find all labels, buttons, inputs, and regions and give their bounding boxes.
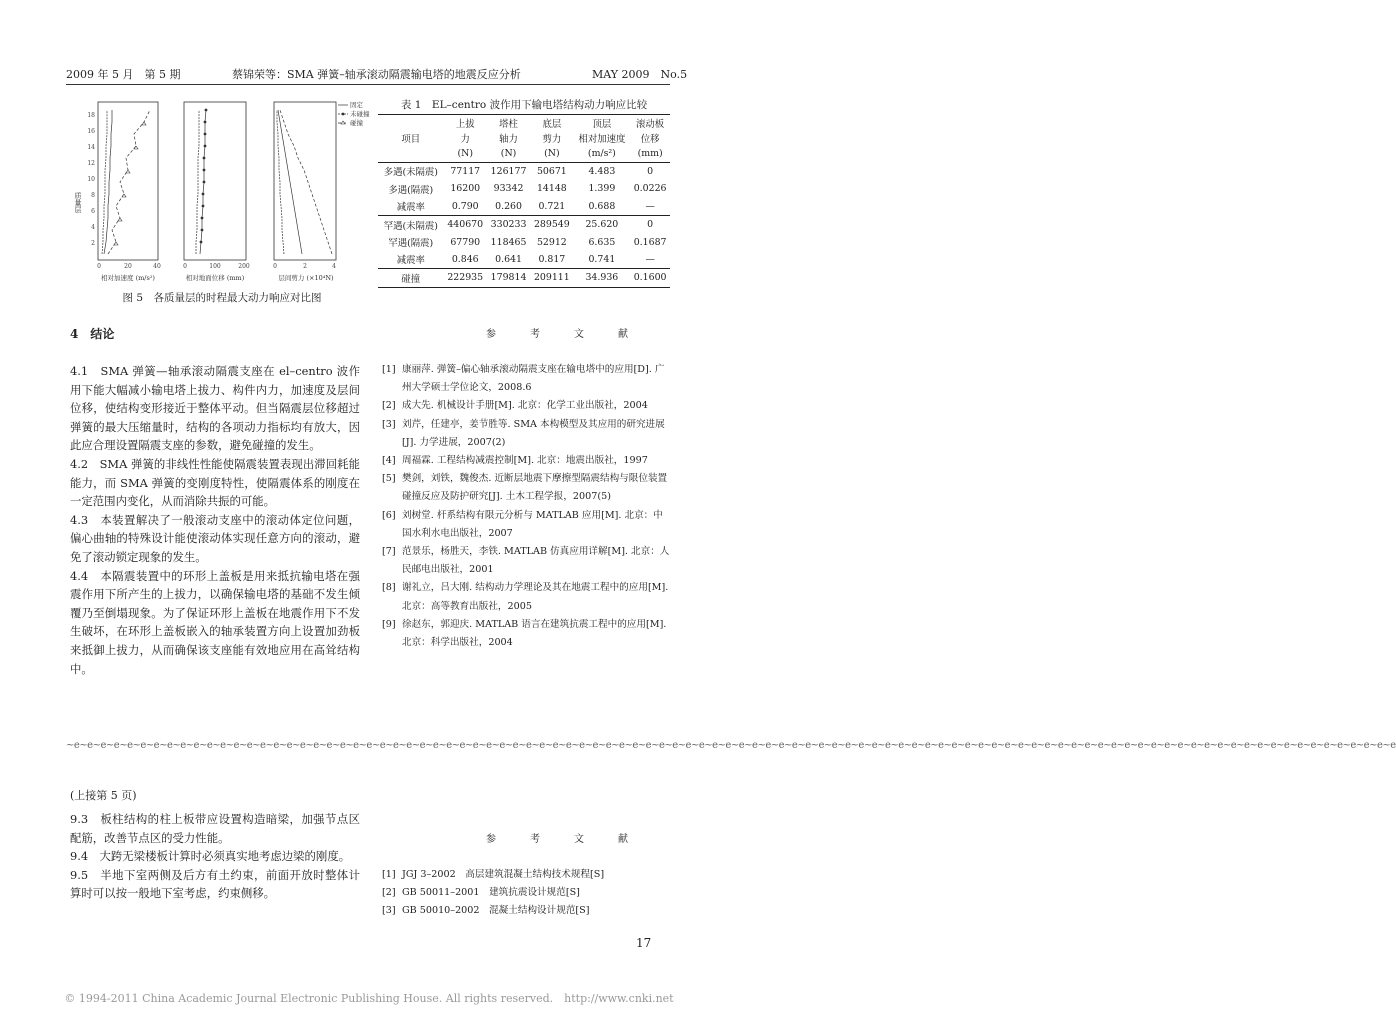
references-heading: 参 考 文 献 [486,834,640,845]
running-header-right: MAY 2009 No.5 [592,68,688,81]
table-cell: 0.1687 [633,236,667,248]
table-row [378,198,670,216]
reference-item: [5] 樊剑，刘铁，魏俊杰. 近断层地震下摩擦型隔震结构与限位装置碰撞反应及防护研究[J]. 土木工程学报，2007(5) [382,473,668,503]
reference-item: [3] 刘芹，任建亭，姜节胜等. SMA 本构模型及其应用的研究进展[J]. 力学进展，2007(2) [382,418,665,448]
page-number: 17 [636,936,652,950]
table-header: 力 [460,134,470,146]
paragraph: 4.2 SMA 弹簧的非线性性能使隔震装置表现出滞回耗能能力，而 SMA 弹簧的变刚度特性，使隔震体系的刚度在一定范围内变化，从而消除共振的可能。 [70,456,360,509]
reference-item: [2] 成大先. 机械设计手册[M]. 北京：化学工业出版社，2004 [382,400,648,412]
references-list [382,866,672,921]
table-header: 滚动板 [630,115,670,131]
figure-legend [338,100,370,127]
references-heading: 参 考 文 献 [486,329,640,340]
table-header: (N) [500,148,517,160]
reference-item: [1] 康丽萍. 弹簧–偏心轴承滚动隔震支座在输电塔中的应用[D]. 广州大学硕士学位论文，2008.6 [382,364,665,394]
section-heading: 4 结论 [70,327,115,341]
table-cell: 0.741 [588,253,616,265]
figure-caption: 图 5 各质量层的时程最大动力响应对比图 [122,292,322,304]
table-cell: 118465 [490,236,527,248]
continuation-body [70,810,360,903]
table-cell: 4.483 [574,162,631,180]
table-header: 位移 [640,134,660,146]
table-cell: 0.260 [495,200,522,212]
table-row [378,162,670,180]
table-cell: 93342 [493,183,524,195]
table-cell: 0.846 [451,253,479,265]
paragraph: 4.1 SMA 弹簧—轴承滚动隔震支座在 el–centro 波作用下能大幅减小输电塔上拔力、构件内力，加速度及层间位移，使结构变形接近于整体平动。但当隔震层位移超过弹簧的最大压缩量时，结构的各项动力指标均有放大，因此应合理设置隔震支座的参数，避免碰撞的发生。 [70,364,360,453]
ytick: 8 [91,192,95,199]
table-cell: 0.641 [495,253,522,265]
table-cell: — [645,200,655,212]
table-cell: 209111 [530,269,573,287]
reference-item: [7] 范景乐，杨胜天，李铁. MATLAB 仿真应用详解[M]. 北京：人民邮电出版社，2001 [382,546,670,576]
paragraph: 9.5 半地下室两侧及后方有土约束，前面开放时整体计算时可以按一般地下室考虑，约束侧移。 [70,867,360,901]
panel-shear [273,102,336,282]
xlabel-shear: 层间剪力 (×10⁴N) [278,274,334,282]
running-header-title: 蔡锦荣等：SMA 弹簧–轴承滚动隔震输电塔的地震反应分析 [232,68,521,81]
ytick: 16 [87,128,95,135]
table-cell: 减震率 [396,255,425,267]
xtick: 2 [303,263,307,270]
table-caption: 表 1 EL–centro 波作用下输电塔结构动力响应比较 [400,99,648,111]
paragraph: 9.4 大跨无梁楼板计算时必须真实地考虑边梁的刚度。 [70,849,351,864]
legend-item: 未碰撞 [350,110,370,118]
table-cell: 6.635 [588,236,616,248]
xtick: 0 [97,263,101,270]
conclusions [70,362,360,678]
table-header: 剪力 [542,134,562,146]
paragraph: 4.3 本装置解决了一般滚动支座中的滚动体定位问题，偏心曲轴的特殊设计能使滚动体实现任意方向的滚动，避免了滚动锁定现象的发生。 [70,512,360,564]
table-header: (mm) [637,148,663,160]
response-table [378,114,670,288]
table-header: 底层 [530,115,573,131]
figure-5 [66,96,378,284]
table-cell: 34.936 [574,269,631,287]
legend-item: 固定 [350,101,363,109]
table-cell: 77117 [444,162,487,180]
table-cell: 1.399 [588,183,616,195]
continuation-note: (上接第 5 页) [70,789,137,802]
section-divider: ~e~e~e~e~e~e~e~e~e~e~e~e~e~e~e~e~e~e~e~e~e~e~e~e~e~e~e~e~e~e~e~e~e~e~e~e~e~e~e~e~e~e~e~e~e~e~e~e~e~e~e~e~e~e~e~e~e~e~e~e~e~e~e~e~e~e~e~e~e~e~e~e~e~e~e~e~e~e~e~e~e~e~e~e~e~e~e~e~e~e~e~e~e~e~e~e~e~e~e~e [66,740,1396,751]
table-cell: 440670 [444,215,487,233]
table-cell: 25.620 [574,215,631,233]
references-list [382,361,672,652]
table-cell: 0.790 [451,200,479,212]
xtick: 200 [238,263,250,270]
table-header: 上拔 [444,115,487,131]
xtick: 0 [183,263,187,270]
xtick: 40 [153,263,161,270]
table-cell: 0.0226 [633,183,667,195]
panel-displacement [183,102,250,282]
table-cell: 67790 [450,236,481,248]
table-cell: 减震率 [396,202,425,214]
reference-item: [9] 徐赵东，郭迎庆. MATLAB 语言在建筑抗震工程中的应用[M]. 北京：科学出版社，2004 [382,618,667,649]
table-header: (N) [544,148,560,160]
table-header: 相对加速度 [578,134,626,146]
xlabel-displacement: 相对地面位移 (mm) [185,274,245,282]
table-header: (N) [457,148,473,160]
xtick: 0 [273,263,277,270]
running-header-left: 2009 年 5 月 第 5 期 [66,68,181,81]
table-cell: 0 [630,215,670,233]
table-cell: 14148 [536,183,567,195]
ytick: 10 [87,176,95,183]
paragraph: 4.4 本隔震装置中的环形上盖板是用来抵抗输电塔在强震作用下所产生的上拔力，以确保输电塔的基础不发生倾覆乃至倒塌现象。为了保证环形上盖板在地震作用下不发生破坏，在环形上盖板嵌入的轴承装置方向上设置加劲板来抵御上拔力，从而确保该支座能有效地应用在高耸结构中。 [70,568,360,676]
reference-item: [4] 周福霖. 工程结构减震控制[M]. 北京：地震出版社，1997 [382,455,648,467]
header-rule [66,84,670,85]
table-cell: 0 [630,162,670,180]
table-row [378,251,670,269]
table-row [378,180,670,197]
xtick: 4 [332,263,336,270]
table-cell: 50671 [530,162,573,180]
table-cell: 0.1600 [630,269,670,287]
reference-item: [1] JGJ 3–2002 高层建筑混凝土结构技术规程[S] [382,869,605,880]
ytick: 6 [91,208,95,215]
table-cell: 126177 [487,162,530,180]
table-row [378,215,670,233]
table-header: (m/s²) [587,148,616,160]
table-cell: 52912 [536,236,567,248]
table-cell: 330233 [487,215,530,233]
xtick: 20 [124,263,132,270]
figure-ylabel: 质量层 [74,192,82,213]
table-cell: 0.721 [538,200,566,212]
figure-5-plot [66,96,378,284]
table-header: 项目 [378,115,444,163]
table-header: 顶层 [574,115,631,131]
ytick: 12 [87,160,95,167]
table-cell: 0.817 [538,253,566,265]
table-cell: 罕遇(未隔震) [378,215,444,233]
table-row [378,269,670,287]
ytick: 2 [91,240,95,247]
table-cell: 碰撞 [378,269,444,287]
table-cell: 179814 [487,269,530,287]
table-cell: 多遇(未隔震) [378,162,444,180]
table-cell: — [645,253,655,265]
xlabel-acceleration: 相对加速度 (m/s²) [101,274,155,282]
xtick: 100 [209,263,221,270]
ytick: 18 [87,112,95,119]
paragraph: 9.3 板柱结构的柱上板带应设置构造暗梁，加强节点区配筋，改善节点区的受力性能。 [70,812,360,845]
ytick: 14 [87,144,95,151]
ytick: 4 [91,224,95,231]
copyright-footer: © 1994-2011 China Academic Journal Electronic Publishing House. All rights reserved. http://www.cnki.net [64,992,674,1005]
table-cell: 16200 [450,183,481,195]
table-cell: 222935 [444,269,487,287]
legend-item: 碰撞 [350,119,363,127]
table-cell: 多遇(隔震) [388,184,434,196]
table-row [378,233,670,250]
panel-acceleration [87,102,161,282]
table-cell: 289549 [530,215,573,233]
table-header: 塔柱 [487,115,530,131]
table-header: 轴力 [499,134,518,146]
reference-item: [6] 刘树堂. 杆系结构有限元分析与 MATLAB 应用[M]. 北京：中国水利水电出版社，2007 [382,509,663,539]
reference-item: [8] 谢礼立，吕大刚. 结构动力学理论及其在地震工程中的应用[M]. 北京：高等教育出版社，2005 [382,582,669,612]
reference-item: [3] GB 50010–2002 混凝土结构设计规范[S] [382,905,590,917]
table-cell: 0.688 [588,200,616,212]
table-cell: 罕遇(隔震) [388,238,434,250]
reference-item: [2] GB 50011–2001 建筑抗震设计规范[S] [382,887,580,899]
